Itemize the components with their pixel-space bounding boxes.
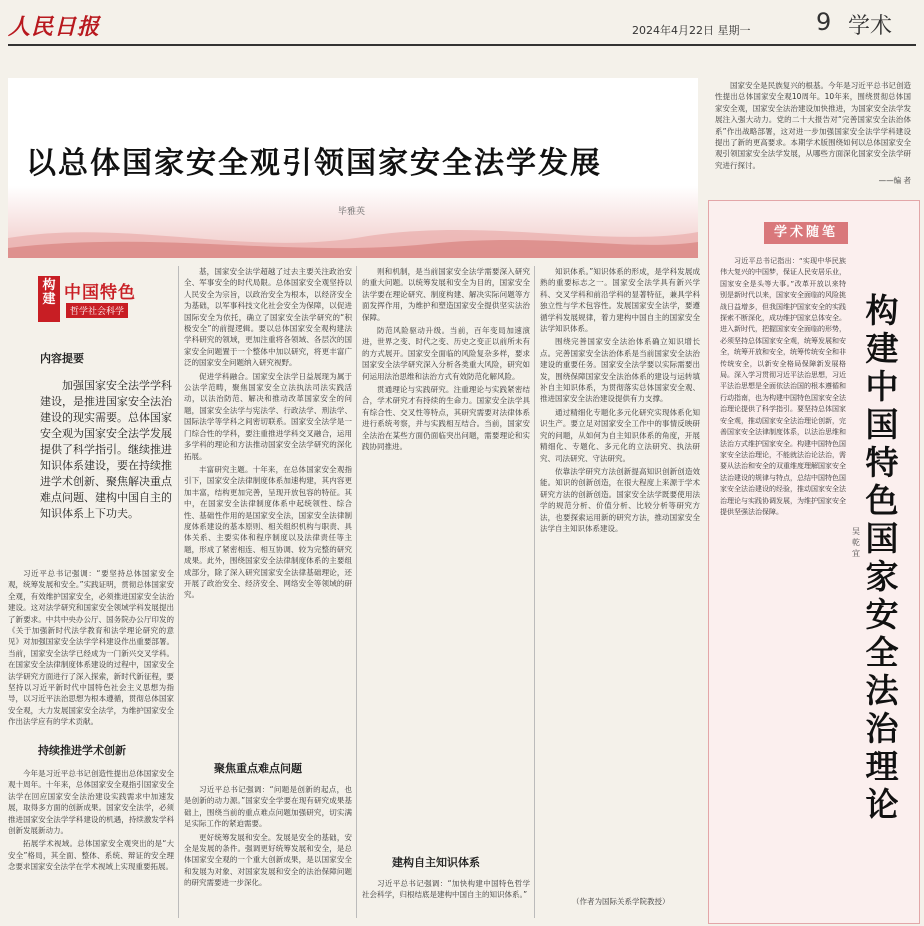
column-badge: [30, 276, 170, 322]
column-4-body: [540, 266, 700, 892]
section-heading-2: 聚焦重点难点问题: [214, 762, 302, 775]
essay-sidebar-text: 习近平总书记指出：“实现中华民族伟大复兴的中国梦，保证人民安居乐业，国家安全是头等大事。”改革开放以来特别是新时代以来，国家安全面临的风险挑战日益增多，但我国维护国家安全的实践探索不断深化，成功维护国家总体安全。进入新时代，把握国家安全面临的形势，必须坚持总体国家安全观，统筹发展和安全，统筹开放和安全，统筹传统安全和非传统安全，以新安全格局保障新发展格局。深入学习贯彻习近平法治思想，习近平法治思想是全面依法治国的根本遵循和行动指南，也为构建中国特色国家安全法治理论提供了科学指引。要坚持总体国家安全观，推动国家安全法治理论创新，完善国家安全法律制度体系，以法治思维和法治方式维护国家安全。构建中国特色国家安全法治理论，不能就法治论法治，需要从法治和安全的双重维度理解国家安全法治建设的规律与特点，总结中国特色国家安全法治建设的经验，推动国家安全法治理论与实践协调发展，为维护国家安全提供坚强法治保障。: [720, 257, 846, 516]
abstract-text: 加强国家安全法学学科建设，是推进国家安全法治建设的现实需要。总体国家安全观为国家安全法学发展提供了科学指引。继续推进知识体系建设，要在持续推进学术创新、聚焦解决重点难点问题、建构中国自主的知识体系上下功夫。: [40, 379, 172, 520]
masthead: [0, 0, 924, 44]
essay-sidebar-author: 吴乾宜: [852, 527, 860, 558]
column-2-lower: [184, 784, 352, 920]
paragraph: 今年是习近平总书记创造性提出总体国家安全观十周年。十年来，总体国家安全观指引国家安全法学在回应国家安全法治建设实践需求中加速发展，取得多方面的创新成果。国家安全法学，必须推进国家安全法学学科建设的机遇，持续激发学科创新发展新动力。: [8, 769, 174, 836]
badge-main-text: 中国特色: [64, 283, 136, 303]
paragraph: 通过精细化专题化多元化研究实现体系化知识生产。要立足对国家安全工作中的事情反映研究的问题，从如何为自主知识体系的角度，开展精细化、专题化、多元化的立法研究、执法研究、司法研究、守法研究。: [540, 407, 700, 463]
badge-left-text: 构建: [38, 276, 60, 322]
column-divider: [356, 266, 357, 918]
paragraph: 习近平总书记强调：“要坚持总体国家安全观，统筹发展和安全。”实践证明，贯彻总体国家安全观，有效维护国家安全，必须推进国家安全法治建设。这对法学研究和国家安全领域学科发展提出了新要求。中共中央办公厅、国务院办公厅印发的《关于加强新时代法学教育和法学理论研究的意见》对加强国家安全法学学科建设作出重要部署。当前，国家安全法学已经成为一门新兴交叉学科。在国家安全法律制度体系建设的过程中，国家安全法学研究方面进行了深入探索，新时代新征程，要坚持以习近平新时代中国特色社会主义思想为指导，以习近平法治思想为根本遵循，贯彻总体国家安全观，大力发展国家安全法学，为维护国家安全作出法学应有的学术贡献。: [8, 569, 174, 727]
column-3-body: [362, 266, 530, 846]
editor-signature: ——编 者: [878, 176, 911, 186]
badge-sub-text: 哲学社会科学: [66, 303, 128, 318]
page-number: 9: [816, 8, 832, 36]
column-3-lower: [362, 878, 530, 918]
section-name: 学术: [848, 14, 893, 39]
paragraph: 拓展学术视域。总体国家安全观突出的是“大安全”格局，其全面、整体、系统、辩证的安全理念要求国家安全法学在学术视域上实现重要拓展。: [8, 839, 174, 872]
paragraph: 依靠法学研究方法创新提高知识创新创造效能。知识的创新创造，在很大程度上来源于学术研究方法的创新创造。国家安全法学既要使用法学的规范分析、价值分析、比较分析等研究方法，也要探索运用新的研究方法，推动国家安全法学自主知识体系建设。: [540, 466, 700, 533]
paragraph: 贯通理论与实践研究。注重理论与实践紧密结合，学术研究才有持续的生命力。国家安全法学具有综合性、交叉性等特点，其研究需要对法律体系进行系统考察，并与实践相互结合。当前，国家安全法治在某些方面仍面临突出问题，需要理论和实践协同推进。: [362, 385, 530, 452]
section-heading-3: 建构自主知识体系: [392, 856, 480, 869]
essay-sidebar-title: 构建中国特色国家安全法治理论: [865, 291, 899, 824]
issue-date: 2024年4月22日 星期一: [632, 24, 751, 37]
badge-right: [62, 276, 170, 322]
paragraph: 习近平总书记强调：“问题是创新的起点，也是创新的动力源。”国家安全学要在现有研究成果基础上，围绕当前的重点难点问题加强研究，切实满足实际工作的紧迫需要。: [184, 785, 352, 829]
column-1-body: [8, 768, 174, 918]
paragraph: 丰富研究主题。十年来，在总体国家安全观指引下，国家安全法律制度体系加速构建，其内容更加丰富，结构更加完善，呈现开放包容的特征。其中，在国家安全法律制度体系中起统领性、综合性、基础性作用的是国家安全法，国家安全法律制度体系建设的基本原则、相关组织机构与职责、具体关系、主要实体和程序制度以及法律责任等主题，形成了紧密相连、相互协调、较为完整的研究成果。此外，围绕国家安全法律制度体系的主要组成部分，除了深入研究国家安全法律基础理论，还开展了政治安全、经济安全、网络安全等领域的研究。: [184, 464, 352, 600]
column-divider: [178, 266, 179, 918]
column-divider: [534, 266, 535, 918]
paragraph: 知识体系。”知识体系的形成，是学科发展成熟的重要标志之一。国家安全法学具有新兴学科、交叉学科和前沿学科的显著特征，兼具学科独立性与学术包容性。发展国家安全法学，要遵循学科发展规律，着力建构中国自主的国家安全法学知识体系。: [540, 267, 700, 334]
paragraph: 促进学科融合。国家安全法学日益展现为属于公法学范畴，聚焦国家安全立法执法司法实践活动，以法治防范、解决和推动改革国家安全的问题，国家安全法学与宪法学、行政法学、刑法学、国际法学等学科之间密切联系。国家安全法学是一门综合性的学科，要注重推进学科交叉融合，运用多学科的理论和方法推动国家安全法学研究的深化拓展。: [184, 371, 352, 461]
headline-banner: [8, 78, 698, 258]
paragraph: 则和机制，是当前国家安全法学需要深入研究的重大问题。以统筹发展和安全为目的，国家安全法学要在理论研究、制度构建、解决实际问题等方面发挥作用，为维护和塑造国家安全提供坚实法治保障。: [362, 267, 530, 322]
paragraph: 更好统筹发展和安全。发展是安全的基础，安全是发展的条件。强调更好统筹发展和安全，是总体国家安全观的一个重大创新成果，是以国家安全和发展为对象、对国家发展和安全的法治保障问题的研究需要进一步深化。: [184, 832, 352, 888]
column-2-body: [184, 266, 352, 744]
masthead-rule: [8, 44, 916, 46]
section-heading-1: 持续推进学术创新: [38, 744, 126, 757]
abstract-title: 内容提要: [40, 352, 84, 365]
headline-title: 以总体国家安全观引领国家安全法学发展: [26, 146, 602, 181]
editor-note-text: 国家安全是民族复兴的根基。今年是习近平总书记创造性提出总体国家安全观10周年。10年来，围绕贯彻总体国家安全观，国家安全法治建设加快推进，为国家安全法学发展注入强大动力。党的二十大报告对“完善国家安全法治体系”作出战略部署，这对进一步加强国家安全法学学科建设提出了新的更高要求。本期学术版围绕如何以总体国家安全观引领国家安全法学发展，从哪些方面深化国家安全法学研究进行探讨。: [715, 81, 911, 170]
paragraph: 围绕完善国家安全法治体系确立知识增长点。完善国家安全法治体系是当前国家安全法治建设的重要任务。国家安全法学要以实际需要出发，围绕保障国家安全法治体系的建设与运转填补自主知识体系，为贯彻落实总体国家安全观、推进国家安全法治建设提供有力支撑。: [540, 337, 700, 404]
column-1-intro: [8, 568, 174, 728]
essay-sidebar-label: 学术随笔: [764, 222, 848, 244]
paragraph: 基，国家安全法学超越了过去主要关注政治安全、军事安全的时代局限。总体国家安全观坚持以人民安全为宗旨，以政治安全为根本，以经济安全为基础，以军事科技文化社会安全为保障，以促进国际安全为依托，确立了国家安全法学研究的“积极安全”的前提逻辑。要以总体国家安全观构建法学科研究的领域，更加注重将各领域、各层次的国家安全问题置于一个整体中加以研究，将更丰富广泛的国家安全问题纳入研究视野。: [184, 267, 352, 368]
author-note: （作者为国际关系学院教授）: [572, 897, 670, 906]
editor-note: [715, 80, 911, 187]
paragraph: 习近平总书记强调：“加快构建中国特色哲学社会科学，归根结底是建构中国自主的知识体系。”: [362, 879, 530, 900]
paragraph: 防范风险驱动升级。当前，百年变局加速演进，世界之变、时代之变、历史之变正以前所未有的方式展开。国家安全面临的风险复杂多样，要求国家安全法学研究深入分析各类重大风险，研究如何运用法治思维和法治方式有效防范化解风险。: [362, 326, 530, 381]
newspaper-logo: 人民日报: [8, 14, 101, 40]
headline-author: 毕雅英: [338, 207, 366, 217]
banner-wave-decoration: [8, 218, 698, 258]
